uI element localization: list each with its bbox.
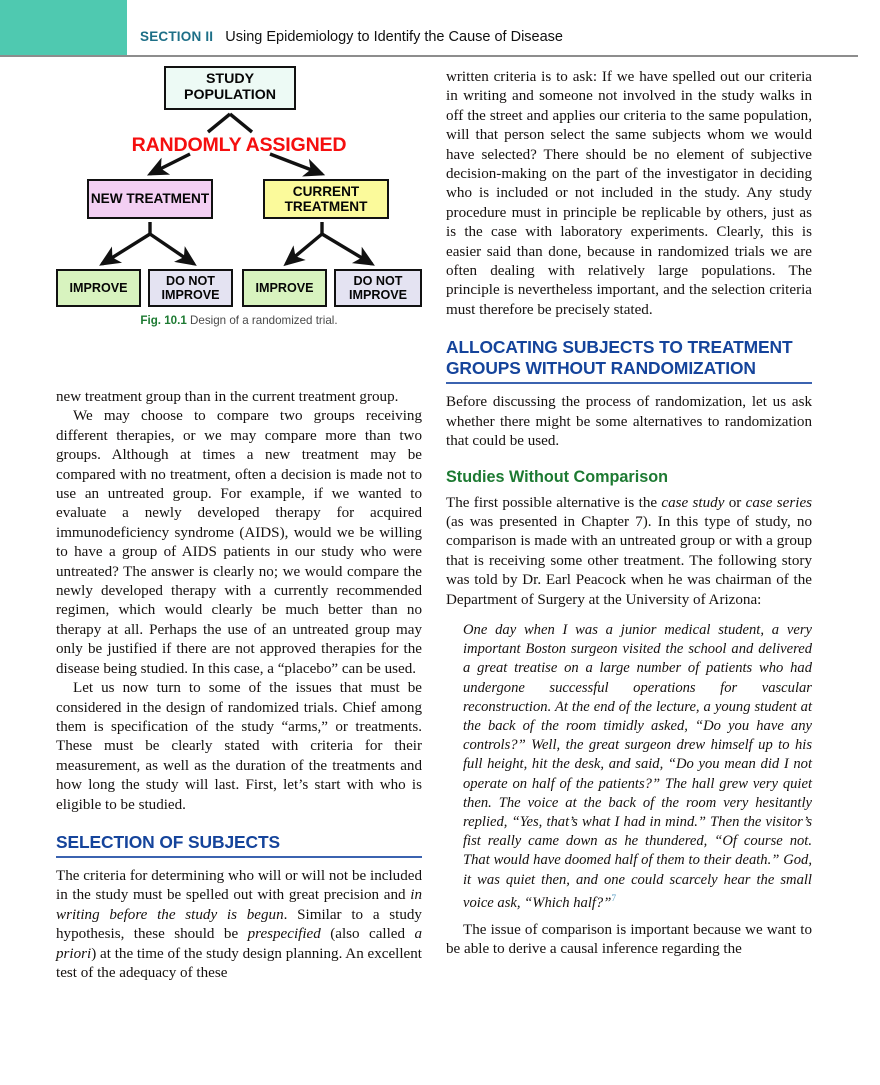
spacer	[56, 815, 422, 832]
spacer	[446, 452, 812, 467]
spacer	[446, 913, 812, 921]
header-divider-rule	[0, 55, 858, 57]
paragraph: Let us now turn to some of the issues that must be considered in the design of randomized trials. Chief among them is specification of the study “arms,” or treatments. These must be clearly stated with criteria for their measurement, as well as the duration of the treatments and how long the study will last. First, let’s start with who is eligible to be studied.	[56, 680, 422, 813]
text-run-italic: in writing before the study is begun	[56, 887, 422, 923]
figure-label-randomly-assigned: RANDOMLY ASSIGNED	[131, 134, 347, 156]
right-text-column	[446, 68, 812, 960]
left-text-column	[56, 388, 422, 983]
paragraph	[56, 867, 422, 983]
figure-box-do-not-improve-new: DO NOT IMPROVE	[148, 269, 233, 307]
header-accent-block	[0, 0, 127, 55]
text-run: (also called	[320, 926, 415, 943]
page-content	[0, 58, 880, 1085]
spacer	[446, 384, 812, 393]
figure-caption-text: Design of a randomized trial.	[190, 314, 338, 327]
text-run-italic: a priori	[56, 926, 422, 962]
paragraph: We may choose to compare two groups receiving different therapies, or we may compare more than two groups. Although at times a new treatment may be compared with no treatment, often a decision is made not to use an untreated group. For example, if we wanted to evaluate a newly developed therapy for acquired immunodeficiency syndrome (AIDS), would we be willing to have a group of AIDS patients in our study who were untreated? The answer is clearly no; we would compare the newly developed therapy with a currently recommended regimen, which would clearly be much better than no therapy at all. Perhaps the use of an untreated group may only be justified if there are not approved therapies for the disease being studied. In this case, a “placebo” can be used.	[56, 408, 422, 677]
text-run: or	[724, 494, 746, 511]
block-quote-peacock-story	[446, 621, 812, 913]
quote-text: One day when I was a junior medical student, a very important Boston surgeon visited the school and delivered a great treatise on a large number of patients who had undergone successful operations for vascular reconstruction. At the end of the lecture, a young student at the back of the room timidly asked, “Do you have any controls?” Well, the great surgeon drew himself up to his full height, hit the desk, and said, “Do you mean did I not operate on half of the patients?” The hall grew very quiet then. The voice at the back of the room very hesitantly replied, “Yes, that’s what I had in mind.” Then the visitor’s fist really came down as he thundered, “Of course not. That would have doomed half of them to their death.” God, it was quiet then, and one could scarcely hear the small voice ask, “Which half?”	[463, 621, 812, 911]
figure-caption-label: Fig. 10.1	[140, 314, 187, 327]
figure-caption	[56, 314, 422, 327]
paragraph: Before discussing the process of randomization, let us ask whether there might be some alternatives to randomization that could be used.	[446, 394, 812, 450]
subheading-studies-without-comparison: Studies Without Comparison	[446, 467, 668, 486]
heading-allocating-subjects: ALLOCATING SUBJECTS TO TREATMENT GROUPS WITHOUT RANDOMIZATION	[446, 337, 812, 384]
text-run-italic: prespecified	[247, 926, 321, 943]
figure-box-study-population: STUDY POPULATION	[164, 66, 296, 110]
page-running-head	[0, 0, 880, 58]
figure-10-1	[56, 62, 422, 327]
spacer	[56, 858, 422, 867]
text-run: The criteria for determining who will or will not be included in the study must be spelled out with great precision and	[56, 867, 422, 904]
section-title: Using Epidemiology to Identify the Cause of Disease	[225, 29, 563, 45]
paragraph	[446, 494, 812, 610]
figure-box-improve-new: IMPROVE	[56, 269, 141, 307]
text-run: The first possible alternative is the	[446, 494, 662, 511]
text-run-italic: case series	[745, 494, 813, 511]
footnote-reference[interactable]: 7	[611, 893, 617, 904]
header-text-row	[140, 28, 563, 46]
spacer	[446, 320, 812, 337]
paragraph: The issue of comparison is important because we want to be able to derive a causal inference regarding the	[446, 921, 812, 958]
figure-box-do-not-improve-current: DO NOT IMPROVE	[334, 269, 422, 307]
text-run: (as was presented in Chapter 7). In this type of study, no comparison is made with an untreated group or with a group that is receiving some other treatment. The following story was told by Dr. Earl Peacock when he was chairman of the Department of Surgery at the University of Arizona:	[446, 513, 812, 608]
figure-canvas	[56, 62, 422, 310]
text-run: ) at the time of the study design planning. An excellent test of the adequacy of these	[56, 945, 422, 981]
figure-box-new-treatment: NEW TREATMENT	[87, 179, 213, 219]
text-run-italic: case study	[661, 494, 725, 511]
paragraph: new treatment group than in the current treatment group.	[56, 389, 399, 405]
figure-box-improve-current: IMPROVE	[242, 269, 327, 307]
text-run: . Similar to a study hypothesis, these should be	[56, 906, 422, 943]
spacer	[446, 487, 812, 494]
paragraph: written criteria is to ask: If we have spelled out our criteria in writing and someone not involved in the study walks in off the street and applies our criteria to the same population, will that person select the same subjects whom we would have selected? There should be no element of subjective decision-making on the part of the investigator in deciding who is included or not included in the study. Any study procedure must in principle be replicable by others, just as is the case with laboratory experiments. Clearly, this is easier said than done, because in randomized trials we are often dealing with relatively large populations. The principle is nevertheless important, and the selection criteria must therefore be precisely stated.	[446, 69, 812, 318]
heading-selection-of-subjects: SELECTION OF SUBJECTS	[56, 832, 422, 858]
figure-box-current-treatment: CURRENT TREATMENT	[263, 179, 389, 219]
section-label: SECTION II	[140, 29, 214, 44]
